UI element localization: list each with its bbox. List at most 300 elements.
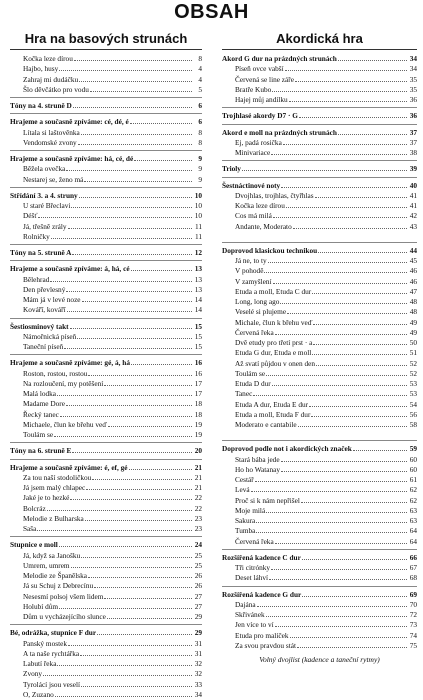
dot-leader <box>108 420 192 427</box>
dot-leader <box>81 551 192 558</box>
dot-leader <box>257 600 407 607</box>
entry-title: Deset láhví <box>235 573 269 583</box>
entry-title: Tumba <box>235 526 256 536</box>
entry-title: Dvojhlas, trojhlas, čtyřhlas <box>235 190 314 200</box>
dot-leader <box>269 573 407 580</box>
page-number: 45 <box>409 256 417 265</box>
page-number: 24 <box>194 540 202 550</box>
toc-entry <box>10 175 202 185</box>
dot-leader <box>242 164 407 171</box>
page-number: 74 <box>409 630 417 640</box>
toc-heading <box>222 444 417 454</box>
toc-heading <box>222 164 417 174</box>
divider <box>222 549 417 550</box>
dot-leader <box>256 516 407 523</box>
dot-leader <box>338 54 407 61</box>
page-number: 72 <box>409 610 417 619</box>
page-number: 26 <box>194 571 202 580</box>
dot-leader <box>131 264 192 271</box>
dot-leader <box>71 561 192 568</box>
divider <box>10 624 202 625</box>
page-number: 31 <box>194 638 202 648</box>
toc-entry <box>10 561 202 571</box>
dot-leader <box>88 369 192 376</box>
dot-leader <box>47 504 192 511</box>
dot-leader <box>295 75 407 82</box>
entry-title: Akord e moll na prázdných strunách <box>222 127 337 137</box>
entry-title: Stará bába jede <box>235 454 280 464</box>
dot-leader <box>59 64 192 71</box>
page-number: 38 <box>409 148 417 157</box>
page-number: 21 <box>194 472 202 482</box>
dot-leader <box>129 463 192 470</box>
toc-entry <box>222 506 417 516</box>
page-number: 25 <box>194 560 202 570</box>
page-number: 9 <box>198 154 202 163</box>
page-number: 17 <box>194 389 202 398</box>
page-number: 12 <box>194 248 202 257</box>
dot-leader <box>79 75 192 82</box>
dot-leader <box>272 379 407 386</box>
toc-heading <box>10 154 202 164</box>
page-number: 13 <box>194 284 202 294</box>
page-number: 22 <box>194 503 202 513</box>
page-number: 16 <box>194 368 202 378</box>
entry-title: Kočka leze dírou <box>23 54 73 63</box>
page-number: 73 <box>409 620 417 630</box>
page-number: 6 <box>198 117 202 127</box>
toc-entry <box>10 369 202 379</box>
dot-leader <box>264 266 407 273</box>
dot-leader <box>353 444 407 451</box>
entry-title: Levá <box>235 485 250 495</box>
dot-leader <box>74 54 192 61</box>
dot-leader <box>57 389 192 396</box>
entry-title: Dvě etudy pro třetí prst · a <box>235 338 313 347</box>
page-number: 21 <box>194 483 202 492</box>
dot-leader <box>81 680 192 687</box>
entry-title: Tři citrónky <box>235 563 271 572</box>
entry-title: Skřivánek <box>235 610 265 619</box>
toc-entry <box>10 649 202 659</box>
divider <box>10 260 202 261</box>
dot-leader <box>104 379 192 386</box>
dot-leader <box>59 540 192 547</box>
page-number: 69 <box>409 589 417 599</box>
page-number: 54 <box>409 399 417 409</box>
page-number: 16 <box>194 358 202 368</box>
toc-entry <box>10 659 202 669</box>
toc-entry <box>10 379 202 389</box>
entry-title: Etuda D dur <box>235 379 271 388</box>
dot-leader <box>283 138 407 145</box>
page-number: 11 <box>194 231 202 241</box>
page-number: 19 <box>194 419 202 429</box>
entry-title: Hrajeme a současně zpíváme: há, cé, dé <box>10 154 134 163</box>
page-number: 8 <box>198 137 202 147</box>
entry-title: Hrajeme a současně zpíváme: gé, á, há <box>10 358 130 368</box>
toc-entry <box>10 305 202 315</box>
page-number: 18 <box>194 409 202 419</box>
toc-entry <box>10 473 202 483</box>
toc-entry <box>222 307 417 317</box>
divider <box>10 113 202 114</box>
entry-title: Andante, Moderato <box>235 221 292 231</box>
entry-title: Akord G dur na prázdných strunách <box>222 54 337 63</box>
page-number: 64 <box>409 526 417 536</box>
entry-title: Ho ho Watanay <box>235 464 281 474</box>
page-number: 31 <box>194 648 202 658</box>
toc-heading <box>10 117 202 127</box>
dot-leader <box>285 64 407 71</box>
toc-entry <box>10 592 202 602</box>
dot-leader <box>290 631 408 638</box>
toc-heading <box>10 248 202 258</box>
divider <box>10 442 202 443</box>
toc-entry <box>10 164 202 174</box>
entry-title: V pohodě <box>235 266 264 276</box>
dot-leader <box>273 277 407 284</box>
dot-leader <box>255 475 407 482</box>
page-number: 46 <box>409 266 417 276</box>
toc-heading <box>10 322 202 332</box>
page-number: 9 <box>198 164 202 174</box>
page-number: 58 <box>409 420 417 429</box>
page-number: 63 <box>409 516 417 525</box>
dot-leader <box>85 514 192 521</box>
dot-leader <box>312 348 407 355</box>
entry-title: Etuda a moll, Etuda C dur <box>235 286 312 296</box>
toc-entry <box>10 430 202 440</box>
toc-entry <box>222 526 417 536</box>
entry-title: Dům u vycházejícího slunce <box>23 612 106 621</box>
toc-entry <box>10 75 202 85</box>
entry-title: Kočka leze dírou <box>235 201 285 210</box>
dot-leader <box>94 581 192 588</box>
dot-leader <box>68 639 192 646</box>
entry-title: Já, třešně zrály <box>23 221 67 231</box>
dot-leader <box>298 420 407 427</box>
entry-title: Tóny na 5. struně A <box>10 248 72 257</box>
entry-title: Trioly <box>222 164 241 174</box>
dot-leader <box>73 101 192 108</box>
toc-heading <box>222 111 417 121</box>
page-number: 14 <box>194 305 202 315</box>
divider <box>10 97 202 98</box>
entry-title: Rozšířená kadence C dur <box>222 552 301 562</box>
entry-title: Na rozloučení, my potěšení <box>23 378 104 388</box>
toc-entry <box>10 85 202 95</box>
page-number: 21 <box>194 462 202 472</box>
entry-title: Bé, odrážka, stupnice F dur <box>10 628 97 638</box>
dot-leader <box>309 400 407 407</box>
dot-leader <box>315 191 407 198</box>
toc-entry <box>222 631 417 641</box>
toc-heading <box>222 590 417 600</box>
toc-entry <box>222 400 417 410</box>
page-number: 13 <box>194 274 202 284</box>
toc-entry <box>10 201 202 211</box>
entry-title: Etuda pro malíček <box>235 630 289 640</box>
dot-leader <box>68 222 192 229</box>
divider <box>222 177 417 178</box>
divider <box>222 160 417 161</box>
page-number: 9 <box>198 174 202 184</box>
entry-title: Taneční píseň <box>23 342 64 351</box>
toc-list <box>10 54 202 700</box>
toc-heading <box>222 181 417 191</box>
page-number: 66 <box>409 552 417 562</box>
entry-title: Madame Dore <box>23 399 65 409</box>
page-number: 17 <box>194 378 202 388</box>
toc-entry <box>10 275 202 285</box>
page-number: 75 <box>409 640 417 650</box>
toc-heading <box>10 446 202 456</box>
page-number: 59 <box>409 444 417 454</box>
dot-leader <box>130 117 192 124</box>
page-number: 63 <box>409 505 417 515</box>
entry-title: V zamyšlení <box>235 276 272 286</box>
page-number: 50 <box>409 338 417 347</box>
dot-leader <box>82 295 192 302</box>
dot-leader <box>275 620 407 627</box>
entry-title: Rolničky <box>23 231 50 241</box>
entry-title: Trojhlasé akordy D7 · G <box>222 111 298 121</box>
toc-entry <box>10 571 202 581</box>
dot-leader <box>77 332 192 339</box>
entry-title: Bělehrad <box>23 274 50 284</box>
dot-leader <box>302 590 407 597</box>
toc-entry <box>10 128 202 138</box>
toc-entry <box>10 222 202 232</box>
page-number: 36 <box>409 95 417 104</box>
toc-entry <box>10 493 202 503</box>
page-number: 26 <box>194 581 202 591</box>
dot-leader <box>313 338 407 345</box>
page-number: 4 <box>198 74 202 84</box>
dot-leader <box>311 410 407 417</box>
toc-heading <box>10 463 202 473</box>
entry-title: Veselé si plujeme <box>235 307 287 317</box>
toc-entry <box>222 600 417 610</box>
divider <box>222 440 417 441</box>
dot-leader <box>104 592 192 599</box>
page-number: 43 <box>409 221 417 231</box>
dot-leader <box>97 628 192 635</box>
toc-entry <box>222 85 417 95</box>
dot-leader <box>67 305 192 312</box>
entry-title: Holubí dům <box>23 601 59 611</box>
entry-title: Jen více to ví <box>235 620 274 630</box>
dot-leader <box>281 181 407 188</box>
toc-entry <box>222 410 417 420</box>
dot-leader <box>266 506 407 513</box>
toc-entry <box>222 348 417 358</box>
dot-leader <box>316 359 407 366</box>
dot-leader <box>302 553 407 560</box>
page-number: 41 <box>409 190 417 200</box>
toc-entry <box>10 399 202 409</box>
entry-title: Mám já v levé noze <box>23 295 81 304</box>
toc-entry <box>10 389 202 399</box>
toc-entry <box>222 620 417 630</box>
entry-title: Za tou naší stodoličkou <box>23 472 92 482</box>
toc-entry <box>10 581 202 591</box>
divider <box>10 244 202 245</box>
toc-heading <box>10 358 202 368</box>
page-number: 52 <box>409 358 417 368</box>
entry-title: Den převlesný <box>23 284 66 294</box>
dot-leader <box>275 537 407 544</box>
toc-entry <box>10 410 202 420</box>
dot-leader <box>271 148 407 155</box>
page-number: 62 <box>409 495 417 505</box>
toc-entry <box>10 420 202 430</box>
dot-leader <box>318 246 407 253</box>
entry-title: Řecký tanec <box>23 409 59 419</box>
dot-leader <box>297 641 407 648</box>
entry-title: Červená se line záře <box>235 74 294 84</box>
entry-title: Roston, rostou, rostou <box>23 368 88 378</box>
dot-leader <box>54 430 192 437</box>
dot-leader <box>253 389 407 396</box>
toc-entry <box>10 54 202 64</box>
dot-leader <box>37 524 192 531</box>
page-number: 39 <box>409 164 417 174</box>
entry-title: Šestnáctinové noty <box>222 180 281 190</box>
dot-leader <box>301 496 407 503</box>
toc-entry <box>222 297 417 307</box>
page-number: 42 <box>409 211 417 221</box>
dot-leader <box>80 649 192 656</box>
dot-leader <box>72 248 192 255</box>
dot-leader <box>273 211 407 218</box>
toc-heading <box>222 128 417 138</box>
page-title: OBSAH <box>174 1 249 23</box>
dot-leader <box>43 669 192 676</box>
dot-leader <box>70 493 192 500</box>
entry-title: Hrajeme a současně zpíváme: á, há, cé <box>10 264 130 274</box>
toc-entry <box>222 455 417 465</box>
toc-entry <box>222 211 417 221</box>
entry-title: Umrem, umrem <box>23 560 70 570</box>
toc-entry <box>10 680 202 690</box>
dot-leader <box>275 328 407 335</box>
dot-leader <box>57 659 192 666</box>
page-number: 40 <box>409 180 417 190</box>
toc-entry <box>222 277 417 287</box>
toc-entry <box>222 389 417 399</box>
dot-leader <box>272 85 407 92</box>
dot-leader <box>287 307 407 314</box>
entry-title: Zvony <box>23 669 43 679</box>
toc-heading <box>222 246 417 256</box>
toc-entry <box>222 573 417 583</box>
page-number: 44 <box>409 245 417 255</box>
toc-entry <box>222 465 417 475</box>
toc-heading <box>10 191 202 201</box>
toc-entry <box>222 201 417 211</box>
entry-title: Lítala si laštověnka <box>23 127 80 137</box>
entry-title: Až svatí půjdou v onen den <box>235 358 316 368</box>
entry-title: Déšť <box>23 211 38 221</box>
toc-entry <box>222 148 417 158</box>
page-number: 34 <box>409 54 417 63</box>
dot-leader <box>286 201 407 208</box>
page-number: 27 <box>194 591 202 601</box>
dot-leader <box>55 690 192 697</box>
entry-title: Proč si k nám nepřišel <box>235 495 300 505</box>
entry-title: Doprovod klasickou technikou <box>222 245 318 255</box>
page-number: 25 <box>194 550 202 560</box>
dot-leader <box>60 410 192 417</box>
entry-title: Etuda a moll, Etuda F dur <box>235 409 311 419</box>
toc-heading <box>10 101 202 111</box>
page-number: 37 <box>409 137 417 147</box>
dot-leader <box>59 602 192 609</box>
toc-entry <box>222 338 417 348</box>
page-number: 29 <box>194 612 202 621</box>
toc-entry <box>10 483 202 493</box>
entry-title: Běžela ovečka <box>23 164 66 174</box>
toc-entry <box>222 641 417 651</box>
page-number: 62 <box>409 485 417 495</box>
page-number: 48 <box>409 307 417 317</box>
entry-title: Já, když sa Janošku <box>23 550 81 560</box>
divider <box>222 124 417 125</box>
entry-title: Tóny na 6. struně E <box>10 446 72 456</box>
toc-entry <box>222 485 417 495</box>
dot-leader <box>50 275 192 282</box>
dot-leader <box>78 138 192 145</box>
entry-title: Červená řeka <box>235 327 274 337</box>
page-number: 20 <box>194 446 202 456</box>
page-number: 35 <box>409 74 417 84</box>
page-number: 34 <box>194 689 202 699</box>
dot-leader <box>313 318 407 325</box>
entry-title: Hrajeme a současně zpíváme: é, ef, gé <box>10 462 128 472</box>
entry-title: Za svou pravdou stát <box>235 640 296 650</box>
section-gap <box>222 430 417 438</box>
toc-entry <box>10 669 202 679</box>
toc-entry <box>10 690 202 700</box>
toc-heading <box>10 264 202 274</box>
toc-entry <box>222 475 417 485</box>
divider <box>222 242 417 243</box>
entry-title: Šestiosminový takt <box>10 321 69 331</box>
toc-entry <box>10 138 202 148</box>
page-number: 49 <box>409 317 417 327</box>
entry-title: Střídání 3. a 4. struny <box>10 190 78 200</box>
page-number: 27 <box>194 601 202 611</box>
toc-entry <box>10 551 202 561</box>
toc-entry <box>222 496 417 506</box>
dot-leader <box>266 369 407 376</box>
entry-title: Stupnice e moll <box>10 540 58 550</box>
entry-title: Tóny na 4. struně D <box>10 101 72 110</box>
entry-title: Červená řeka <box>235 536 274 546</box>
entry-title: Moderato e cantabile <box>235 420 297 429</box>
toc-column-right <box>222 32 417 664</box>
page-number: 61 <box>409 475 417 484</box>
entry-title: Malá lodka <box>23 389 57 398</box>
section-title: Akordická hra <box>222 32 417 50</box>
page-number: 32 <box>194 669 202 679</box>
entry-title: Tanec <box>235 389 253 399</box>
dot-leader <box>293 222 407 229</box>
dot-leader <box>251 485 407 492</box>
page-number: 32 <box>194 659 202 668</box>
